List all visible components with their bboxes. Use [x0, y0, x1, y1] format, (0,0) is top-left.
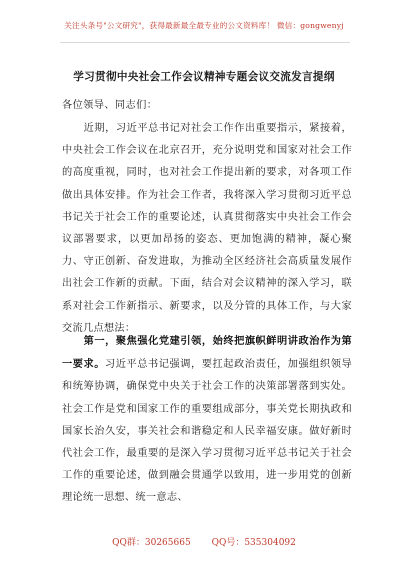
salutation: 各位领导、同志们： [62, 100, 158, 111]
footer-qq-number: QQ号：535304092 [211, 538, 296, 548]
document-title: 学习贯彻中央社会工作会议精神专题会议交流发言提纲 [73, 71, 335, 83]
paragraph-intro-text: 近期，习近平总书记对社会工作作出重要指示，紧接着，中央社会工作会议在北京召开，充分说明党和国家对社会工作的高度重视，同时，也对社会工作提出新的要求，对各项工作做出具体安排。作为社会工作者，我将深入学习贯彻习近平总书记关于社会工作的重要论述，认真贯彻落实中央社会工作会议部署要求，以更加昂扬的姿态、更加饱满的精神，凝心聚力、守正创新、奋发进取，为推动全区经济社会高质量发展作出社会工作新的贡献。下面，结合对会议精神的深入学习，联系对社会工作新指示、新要求，以及分管的具体工作，与大家交流几点想法： [62, 123, 352, 334]
footer-qq-group: QQ群：30265665 [112, 538, 191, 548]
paragraph-point-one-heading: 第一，聚焦强化党建引领，始终把旗帜鲜明讲政治作为第一要求。 [62, 335, 352, 371]
paragraph-point-one-text: 习近平总书记强调，要扛起政治责任，加强组织领导和统筹协调，确保党中央关于社会工作的决策部署落到实处。社会工作是党和国家工作的重要组成部分，事关党长期执政和国家长治久安，事关社会和谐稳定和人民幸福安康。做好新时代社会工作，最重要的是深入学习贯彻习近平总书记关于社会工作的重要论述，做到融会贯通学以致用，进一步用党的创新理论统一思想、统一意志、 [62, 359, 352, 504]
footer-contacts [0, 535, 408, 548]
paragraph-point-one [62, 330, 352, 510]
paragraph-intro [62, 118, 352, 340]
header-promo-note: 关注头条号"公文研究"，获得最新最全最专业的公文资料库！ 微信：gongwenyj [64, 21, 344, 30]
header-divider [60, 42, 350, 43]
